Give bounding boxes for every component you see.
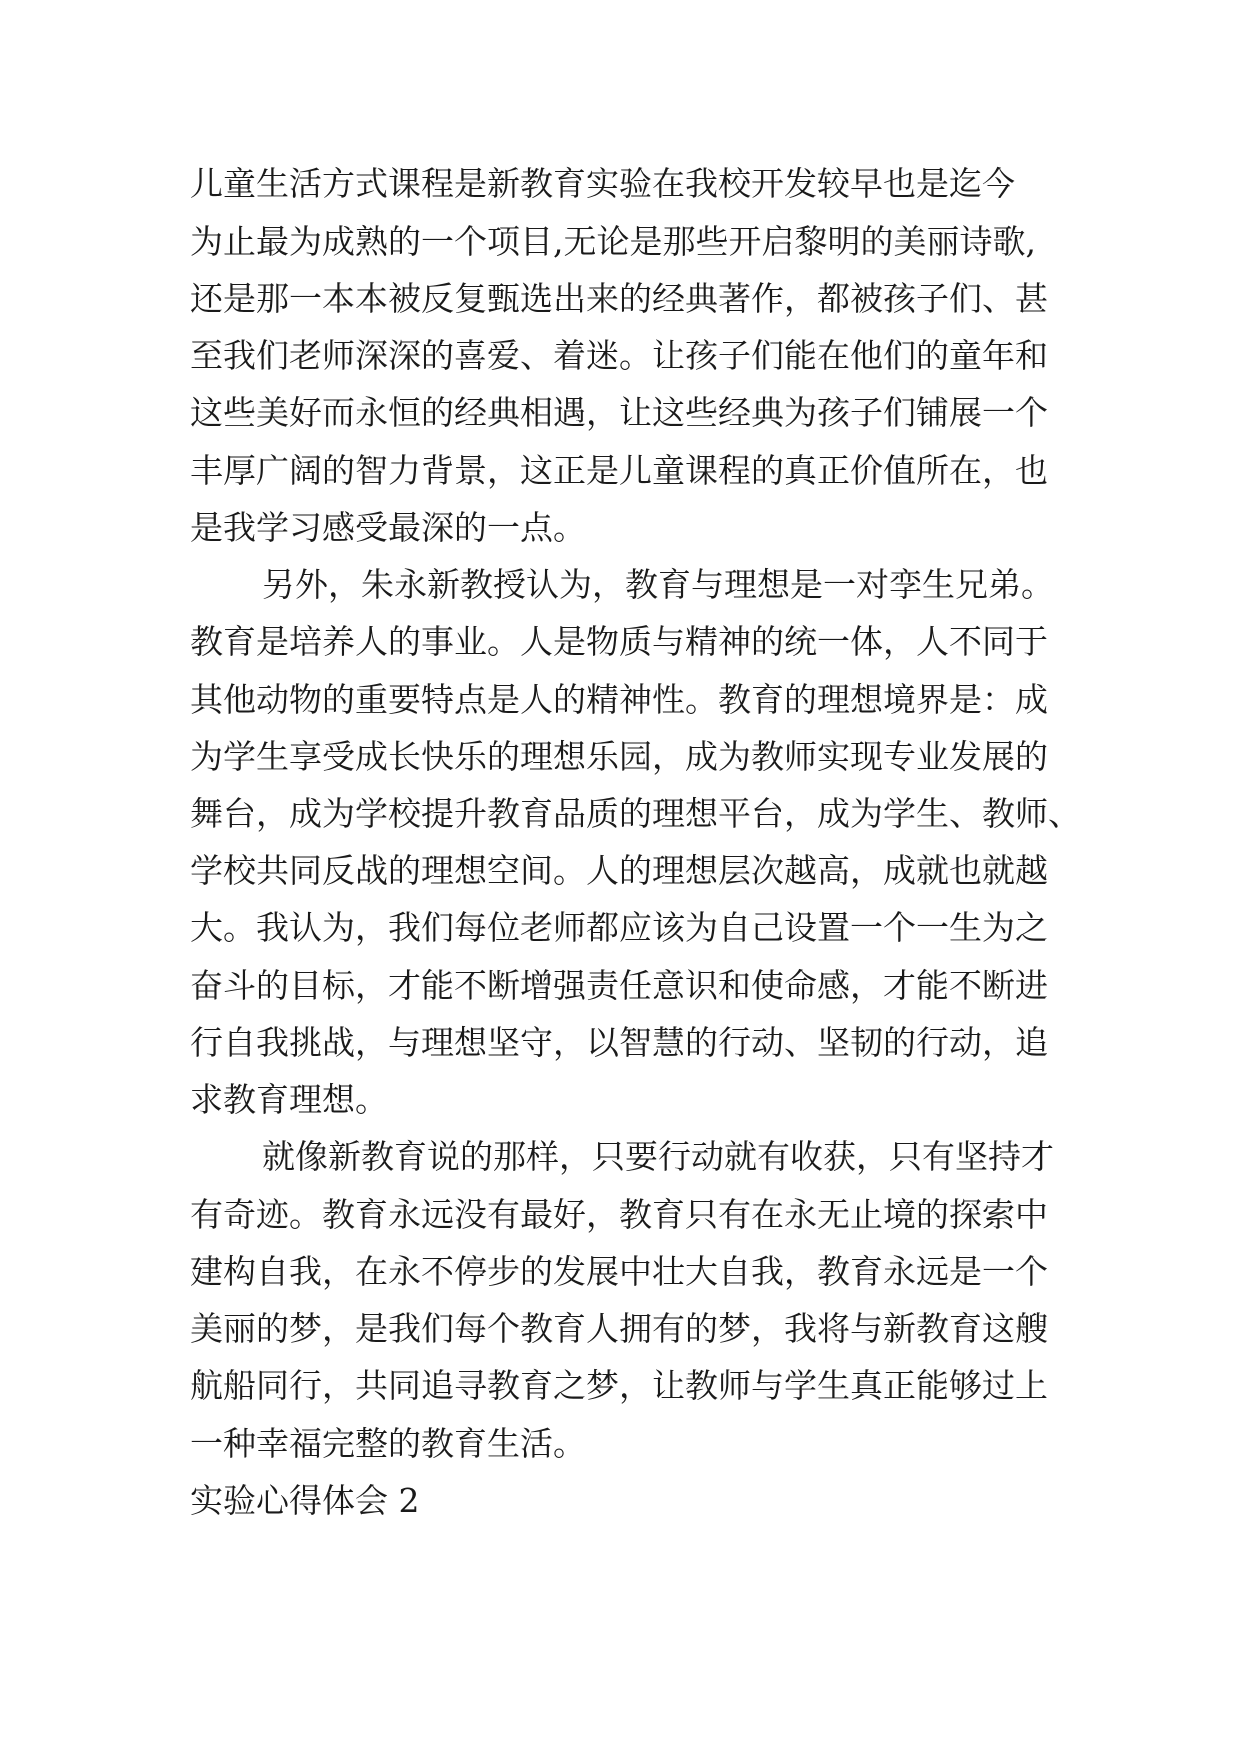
paragraph-2-line-7: 大。我认为，我们每位老师都应该为自己设置一个一生为之 <box>190 908 1048 947</box>
paragraph-1-line-4: 至我们老师深深的喜爱、着迷。让孩子们能在他们的童年和 <box>190 336 1048 375</box>
paragraph-1-line-6: 丰厚广阔的智力背景，这正是儿童课程的真正价值所在，也 <box>190 451 1048 490</box>
paragraph-2-line-1: 另外，朱永新教授认为，教育与理想是一对孪生兄弟。 <box>262 565 1054 604</box>
paragraph-2-line-4: 为学生享受成长快乐的理想乐园，成为教师实现专业发展的 <box>190 737 1048 776</box>
paragraph-3-line-6: 一种幸福完整的教育生活。 <box>190 1424 586 1463</box>
paragraph-2-line-5: 舞台，成为学校提升教育品质的理想平台，成为学生、教师、 <box>190 794 1081 833</box>
paragraph-3-line-3: 建构自我，在永不停步的发展中壮大自我，教育永远是一个 <box>190 1252 1048 1291</box>
paragraph-3-line-5: 航船同行，共同追寻教育之梦，让教师与学生真正能够过上 <box>190 1366 1048 1405</box>
paragraph-3-line-1: 就像新教育说的那样，只要行动就有收获，只有坚持才 <box>262 1137 1054 1176</box>
paragraph-3-line-4: 美丽的梦，是我们每个教育人拥有的梦，我将与新教育这艘 <box>190 1309 1048 1348</box>
paragraph-1-line-1: 儿童生活方式课程是新教育实验在我校开发较早也是迄今 <box>190 164 1015 203</box>
paragraph-1-line-3: 还是那一本本被反复甄选出来的经典著作，都被孩子们、甚 <box>190 279 1048 318</box>
paragraph-2-line-3: 其他动物的重要特点是人的精神性。教育的理想境界是：成 <box>190 680 1048 719</box>
section-heading: 实验心得体会 2 <box>190 1481 420 1520</box>
paragraph-1-line-5: 这些美好而永恒的经典相遇，让这些经典为孩子们铺展一个 <box>190 393 1048 432</box>
paragraph-2-line-9: 行自我挑战，与理想坚守，以智慧的行动、坚韧的行动，追 <box>190 1023 1048 1062</box>
paragraph-2-line-10: 求教育理想。 <box>190 1080 388 1119</box>
paragraph-1-line-2: 为止最为成熟的一个项目,无论是那些开启黎明的美丽诗歌, <box>190 222 1036 261</box>
paragraph-3-line-2: 有奇迹。教育永远没有最好，教育只有在永无止境的探索中 <box>190 1195 1048 1234</box>
paragraph-2-line-2: 教育是培养人的事业。人是物质与精神的统一体，人不同于 <box>190 622 1048 661</box>
paragraph-1-line-7: 是我学习感受最深的一点。 <box>190 508 586 547</box>
paragraph-2-line-6: 学校共同反战的理想空间。人的理想层次越高，成就也就越 <box>190 851 1048 890</box>
paragraph-2-line-8: 奋斗的目标，才能不断增强责任意识和使命感，才能不断进 <box>190 966 1048 1005</box>
